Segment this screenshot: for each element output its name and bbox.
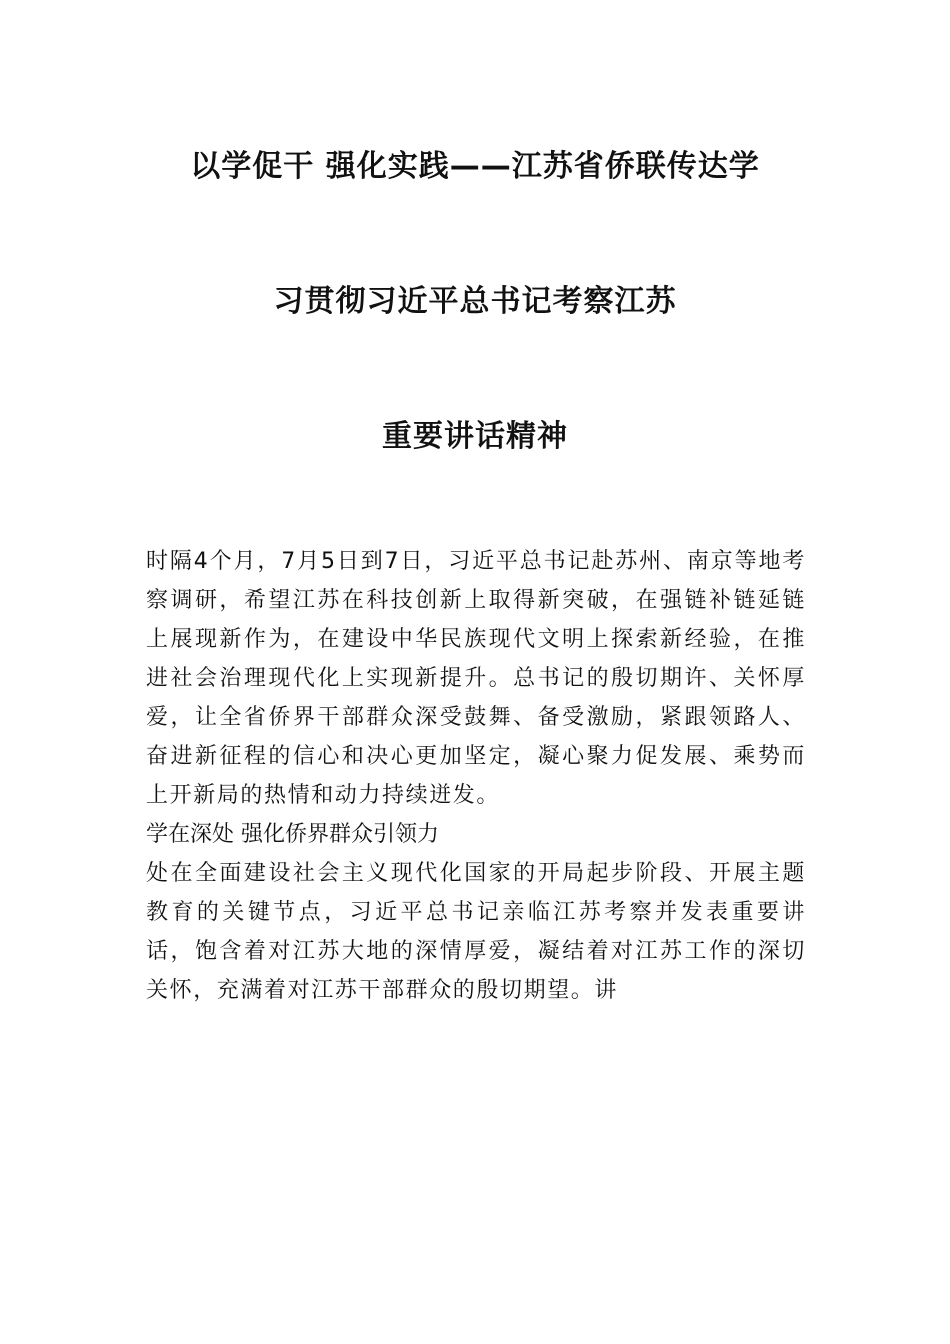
title-line-1: 以学促干 强化实践——江苏省侨联传达学 <box>190 149 760 184</box>
paragraph-section-1: 处在全面建设社会主义现代化国家的开局起步阶段、开展主题教育的关键节点，习近平总书记亲临江苏考察并发表重要讲话，饱含着对江苏大地的深情厚爱，凝结着对江苏工作的深切关怀，充满着对江苏干部群众的殷切期望。讲 <box>146 861 806 1003</box>
title-line-3: 重要讲话精神 <box>382 419 568 454</box>
title-line-2: 习贯彻习近平总书记考察江苏 <box>273 284 677 319</box>
document-title <box>0 150 950 555</box>
document-body <box>146 542 806 1010</box>
section-heading: 学在深处 强化侨界群众引领力 <box>146 822 439 847</box>
paragraph-intro: 时隔4个月，7月5日到7日，习近平总书记赴苏州、南京等地考察调研，希望江苏在科技创新上取得新突破，在强链补链延链上展现新作为，在建设中华民族现代文明上探索新经验，在推进社会治理现代化上实现新提升。总书记的殷切期许、关怀厚爱，让全省侨界干部群众深受鼓舞、备受激励，紧跟领路人、奋进新征程的信心和决心更加坚定，凝心聚力促发展、乘势而上开新局的热情和动力持续迸发。 <box>146 549 806 808</box>
